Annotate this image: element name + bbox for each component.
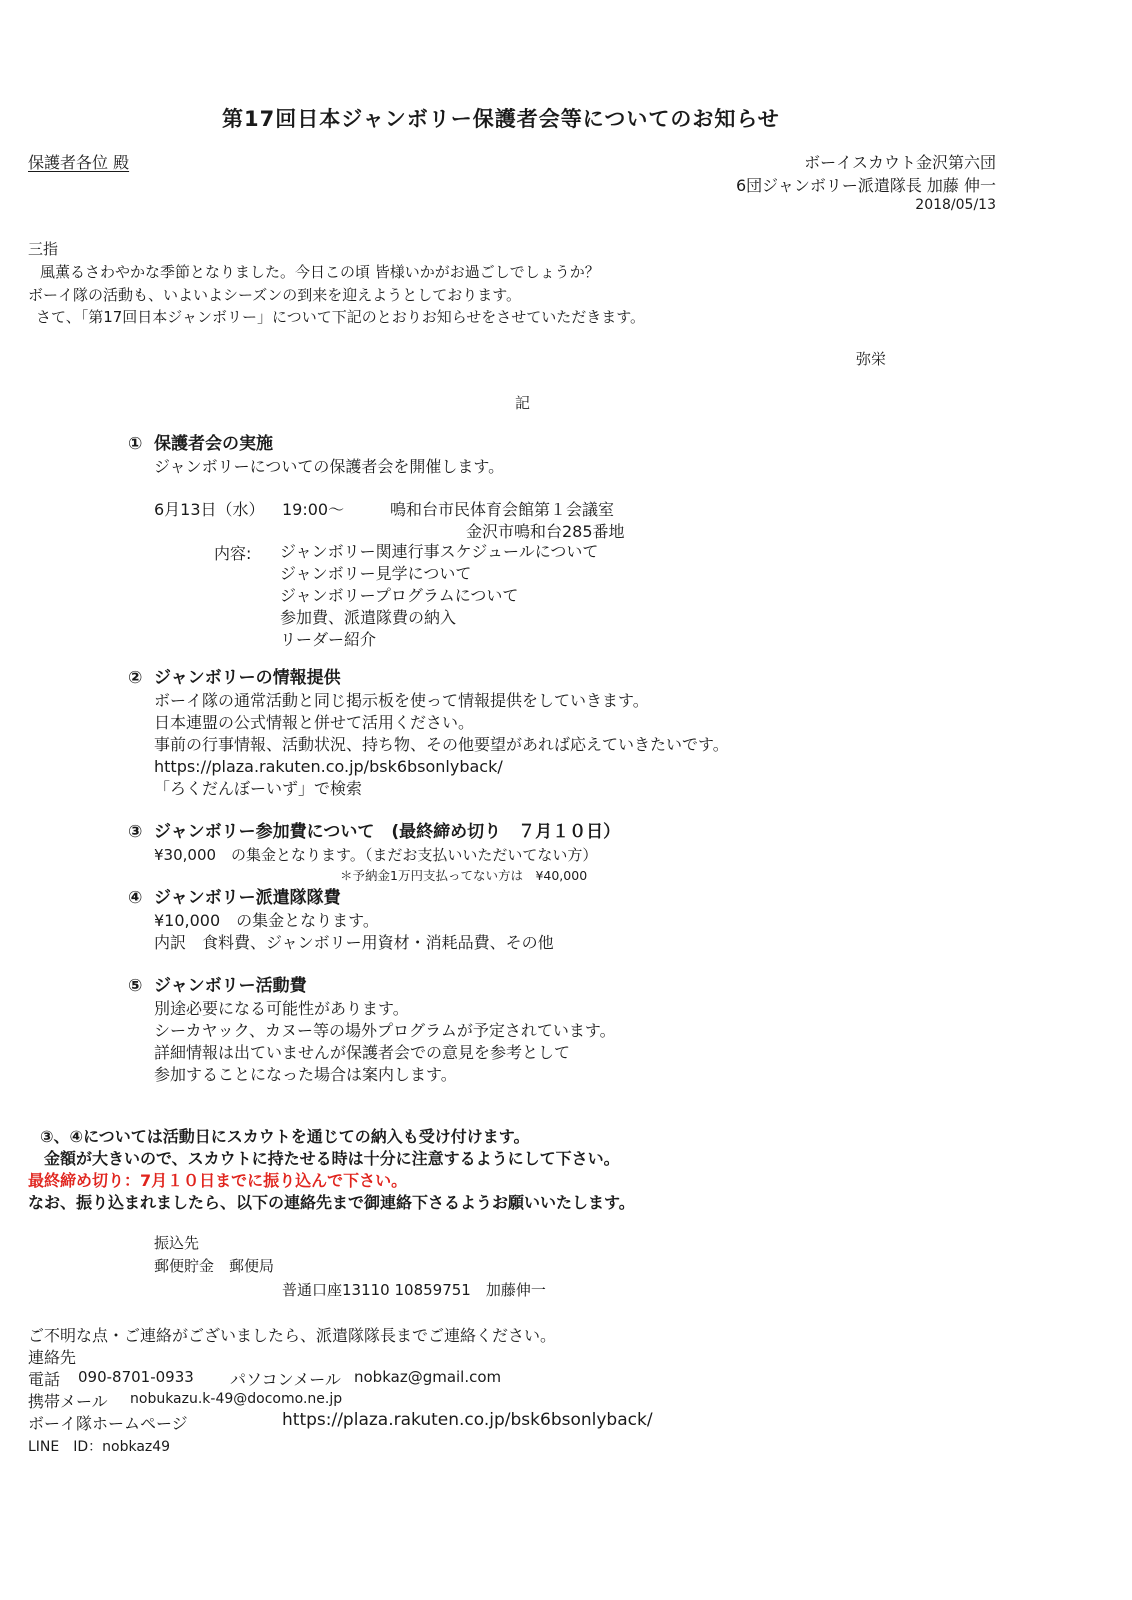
mobile-mail[interactable]: nobukazu.k-49@docomo.ne.jp (130, 1391, 343, 1407)
section-title: ジャンボリー活動費 (154, 976, 307, 996)
section-heading (128, 886, 554, 910)
contact-intro: ご不明な点・ご連絡がございましたら、派遣隊隊長までご連絡ください。 (28, 1326, 557, 1345)
ki-marker: 記 (515, 394, 531, 412)
section-number: ⑤ (128, 976, 143, 996)
sender-org: ボーイスカウト金沢第六団 (804, 153, 996, 172)
section-text: 参加することになった場合は案内します。 (154, 1065, 457, 1084)
section-number: ④ (128, 888, 143, 908)
section-number: ② (128, 668, 143, 688)
homepage-link[interactable]: https://plaza.rakuten.co.jp/bsk6bsonlyback/ (282, 1410, 653, 1430)
transfer-label: 振込先 (154, 1234, 200, 1252)
section-fee (128, 820, 620, 866)
section-text: ボーイ隊の通常活動と同じ掲示板を使って情報提供をしていきます。 (154, 691, 649, 710)
greeting-closing: 弥栄 (856, 350, 887, 368)
homepage-label: ボーイ隊ホームページ (28, 1414, 188, 1433)
section-number: ③ (128, 822, 143, 842)
section-number: ① (128, 434, 143, 454)
list-item: ジャンボリー関連行事スケジュールについて (280, 542, 599, 561)
pc-mail[interactable]: nobkaz@gmail.com (354, 1368, 502, 1386)
section-text: 内訳 食料費、ジャンボリー用資材・消耗品費、その他 (154, 933, 554, 952)
addressee: 保護者各位 殿 (28, 153, 130, 172)
page-title: 第17回日本ジャンボリー保護者会等についてのお知らせ (222, 107, 780, 131)
line-id: LINE ID：nobkaz49 (28, 1439, 171, 1455)
meeting-date: 6月13日（水） (154, 500, 265, 519)
contents-label: 内容: (214, 544, 252, 563)
section-activity-fee (128, 974, 616, 1086)
document-date: 2018/05/13 (915, 197, 996, 213)
meeting-time: 19:00～ (282, 500, 345, 519)
section-text: 詳細情報は出ていませんが保護者会での意見を参考として (154, 1043, 571, 1062)
sender-leader: 6団ジャンボリー派遣隊長 加藤 伸一 (735, 176, 996, 195)
section-text: ¥10,000 の集金となります。 (154, 911, 379, 930)
greeting-opening: 三指 (28, 240, 59, 258)
transfer-account: 普通口座13110 10859751 加藤伸一 (282, 1281, 546, 1299)
section-title: ジャンボリー派遣隊隊費 (154, 888, 341, 908)
contents-list (280, 541, 598, 651)
list-item: ジャンボリー見学について (280, 564, 472, 583)
section-heading (128, 666, 729, 690)
section-text: ジャンボリーについての保護者会を開催します。 (154, 457, 505, 476)
section-text: 日本連盟の公式情報と併せて活用ください。 (154, 713, 475, 732)
section-text: 「ろくだんぼーいず」で検索 (154, 779, 363, 798)
meeting-address: 金沢市鳴和台285番地 (466, 522, 625, 541)
phone-number[interactable]: 090-8701-0933 (78, 1368, 194, 1386)
section-meeting (128, 432, 504, 478)
section-title: ジャンボリーの情報提供 (154, 668, 341, 688)
greeting-line: さて、「第17回日本ジャンボリー」について下記のとおりお知らせをさせていただきます。 (36, 308, 646, 326)
section-text: 別途必要になる可能性があります。 (154, 999, 409, 1018)
section-title: ジャンボリー参加費について (最終締め切り ７月１０日） (154, 822, 621, 842)
meeting-venue: 鳴和台市民体育会館第１会議室 (390, 500, 615, 519)
greeting-line: ボーイ隊の活動も、いよいよシーズンの到来を迎えようとしております。 (28, 286, 522, 304)
payment-deadline: 最終締め切り：7月１０日までに振り込んで下さい。 (28, 1171, 408, 1190)
mobile-mail-label: 携帯メール (28, 1392, 108, 1411)
list-item: リーダー紹介 (280, 630, 377, 649)
phone-label: 電話 (28, 1370, 61, 1389)
fee-amount: ¥30,000 の集金となります。（まだお支払いいただいてない方） (154, 846, 598, 864)
payment-note: ③、④については活動日にスカウトを通じての納入も受け付けます。 (40, 1127, 530, 1146)
greeting-line: 風薫るさわやかな季節となりました。今日この頃 皆様いかがお過ごしでしょうか？ (40, 263, 600, 281)
fee-note: ＊予納金1万円支払ってない方は ¥40,000 (340, 868, 588, 883)
list-item: ジャンボリープログラムについて (280, 586, 519, 605)
blog-link[interactable]: https://plaza.rakuten.co.jp/bsk6bsonlyback/ (154, 757, 503, 776)
list-item: 参加費、派遣隊費の納入 (280, 608, 457, 627)
transfer-bank: 郵便貯金 郵便局 (154, 1257, 275, 1275)
pc-mail-label: パソコンメール (230, 1370, 341, 1389)
contact-label: 連絡先 (28, 1348, 77, 1367)
payment-note: なお、振り込まれましたら、以下の連絡先まで御連絡下さるようお願いいたします。 (28, 1193, 635, 1212)
section-heading (128, 974, 616, 998)
section-unit-fee (128, 886, 554, 954)
section-text: 事前の行事情報、活動状況、持ち物、その他要望があれば応えていきたいです。 (154, 735, 729, 754)
section-text: シーカヤック、カヌー等の場外プログラムが予定されています。 (154, 1021, 616, 1040)
section-title: 保護者会の実施 (154, 434, 273, 454)
payment-note: 金額が大きいので、スカウトに持たせる時は十分に注意するようにして下さい。 (44, 1149, 620, 1168)
section-info (128, 666, 729, 800)
section-heading (128, 820, 620, 844)
section-heading (128, 432, 504, 456)
